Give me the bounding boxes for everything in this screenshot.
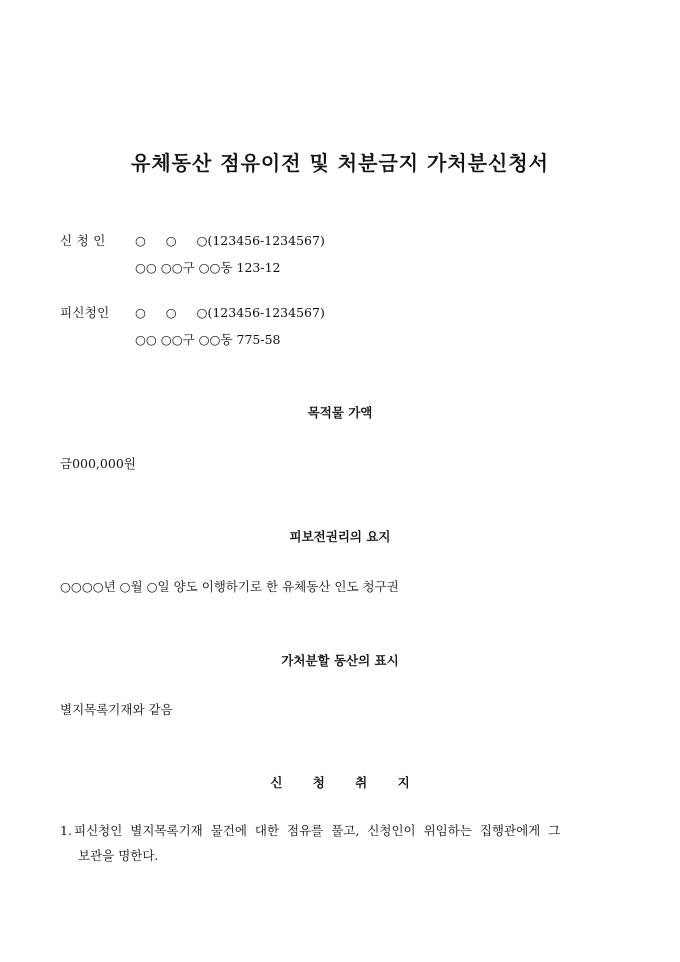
protected-right-content: ○○○○년 ○월 ○일 양도 이행하기로 한 유체동산 인도 청구권 [60,579,399,594]
document-title: 유체동산 점유이전 및 처분금지 가처분신청서 [131,151,549,175]
purpose-item-text-line1: 피신청인 별지목록기재 물건에 대한 점유를 풀고, 신청인이 위임하는 집행관에게 그 [74,823,561,838]
movables-heading: 가처분할 동산의 표시 [281,653,399,668]
respondent-role-label: 피신청인 [60,305,110,320]
target-value-amount: 금000,000원 [60,456,136,471]
applicant-role-label: 신 청 인 [60,233,106,248]
protected-right-heading: 피보전권리의 요지 [289,529,391,544]
target-value-heading: 목적물 가액 [307,405,373,420]
respondent-name: ○ ○ ○(123456-1234567) [135,305,325,320]
movables-content: 별지목록기재와 같음 [60,702,173,717]
purpose-item-text-line2: 보관을 명한다. [78,848,159,863]
respondent-address: ○○ ○○구 ○○동 775-58 [135,332,281,347]
applicant-address: ○○ ○○구 ○○동 123-12 [135,260,281,275]
purpose-heading: 신 청 취 지 [270,775,410,790]
purpose-item-number: 1. [60,823,72,838]
applicant-name: ○ ○ ○(123456-1234567) [135,233,325,248]
